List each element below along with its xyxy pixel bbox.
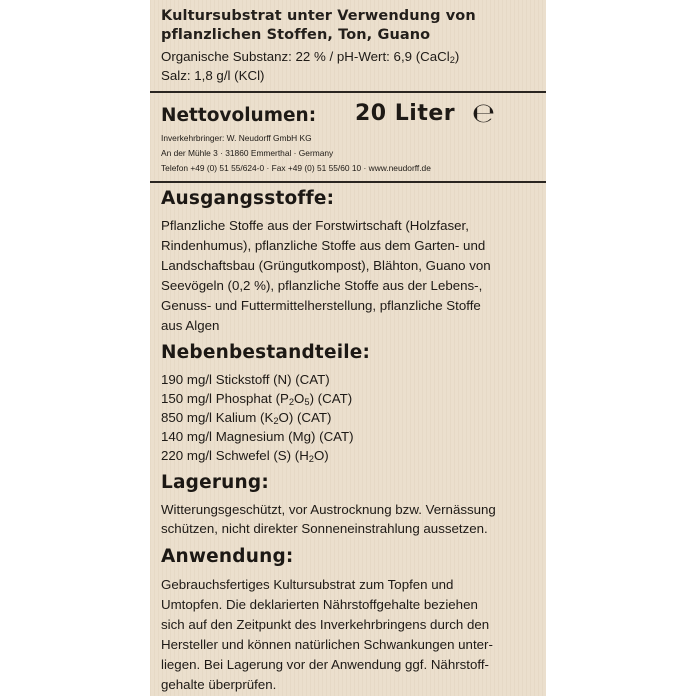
section-title-lagerung: Lagerung: <box>161 472 269 493</box>
anwendung-line: liegen. Bei Lagerung vor der Anwendung ggf. Nährstoff- <box>161 657 489 672</box>
section-title-ausgangsstoffe: Ausgangsstoffe: <box>161 188 335 209</box>
net-volume-amount: 20 Liter <box>355 101 456 126</box>
ausgangsstoffe-line: Genuss- und Futtermittelherstellung, pflanzliche Stoffe <box>161 298 481 313</box>
nutrient-line: 850 mg/l Kalium $(K_2O)$ (CAT) <box>161 410 332 426</box>
lagerung-line: Witterungsgeschützt, vor Austrocknung bzw. Vernässung <box>161 502 496 517</box>
anwendung-line: Gebrauchsfertiges Kultursubstrat zum Topfen und <box>161 577 454 592</box>
distributor-line-3: Telefon +49 (0) 51 55/624-0 · Fax +49 (0) 51 55/60 10 · www.neudorff.de <box>161 163 431 173</box>
ausgangsstoffe-line: Seevögeln (0,2 %), pflanzliche Stoffe aus der Lebens-, <box>161 278 483 293</box>
section-title-nebenbestandteile: Nebenbestandteile: <box>161 342 371 363</box>
product-title-line-1: Kultursubstrat unter Verwendung von <box>161 8 476 24</box>
nutrient-line: 220 mg/l Schwefel (S) $(H_2O)$ <box>161 448 329 464</box>
ausgangsstoffe-line: Rindenhumus), pflanzliche Stoffe aus dem Garten- und <box>161 238 486 253</box>
divider <box>150 91 546 93</box>
divider <box>150 181 546 183</box>
distributor-line-1: Inverkehrbringer: W. Neudorff GmbH KG <box>161 133 312 143</box>
anwendung-line: Umtopfen. Die deklarierten Nährstoffgehalte beziehen <box>161 597 478 612</box>
lagerung-line: schützen, nicht direkter Sonneneinstrahlung aussetzen. <box>161 521 488 536</box>
nutrient-line: 150 mg/l Phosphat $(P_2O_5)$ (CAT) <box>161 391 353 407</box>
nutrient-line: 140 mg/l Magnesium (Mg) (CAT) <box>161 429 354 444</box>
organic-substance-text: Organische Substanz: 22 % / pH-Wert: 6,9 (CaCl$_2$) <box>161 49 460 65</box>
distributor-line-2: An der Mühle 3 · 31860 Emmerthal · Germany <box>161 148 334 158</box>
section-title-anwendung: Anwendung: <box>161 546 294 567</box>
estimated-sign-icon: ℮ <box>472 98 496 129</box>
ausgangsstoffe-line: Landschaftsbau (Grüngutkompost), Blähton, Guano von <box>161 258 491 273</box>
ausgangsstoffe-line: Pflanzliche Stoffe aus der Forstwirtschaft (Holzfaser, <box>161 218 469 233</box>
net-volume-label: Nettovolumen: <box>161 105 317 126</box>
anwendung-line: Hersteller und können natürlichen Schwankungen unter- <box>161 637 493 652</box>
product-title-line-2: pflanzlichen Stoffen, Ton, Guano <box>161 27 431 43</box>
anwendung-line: sich auf den Zeitpunkt des Inverkehrbringens durch den <box>161 617 490 632</box>
product-label <box>150 0 546 696</box>
ausgangsstoffe-line: aus Algen <box>161 318 220 333</box>
anwendung-line: gehalte überprüfen. <box>161 677 277 692</box>
salt-text: Salz: 1,8 g/l (KCl) <box>161 68 265 83</box>
nutrient-line: 190 mg/l Stickstoff (N) (CAT) <box>161 372 330 387</box>
